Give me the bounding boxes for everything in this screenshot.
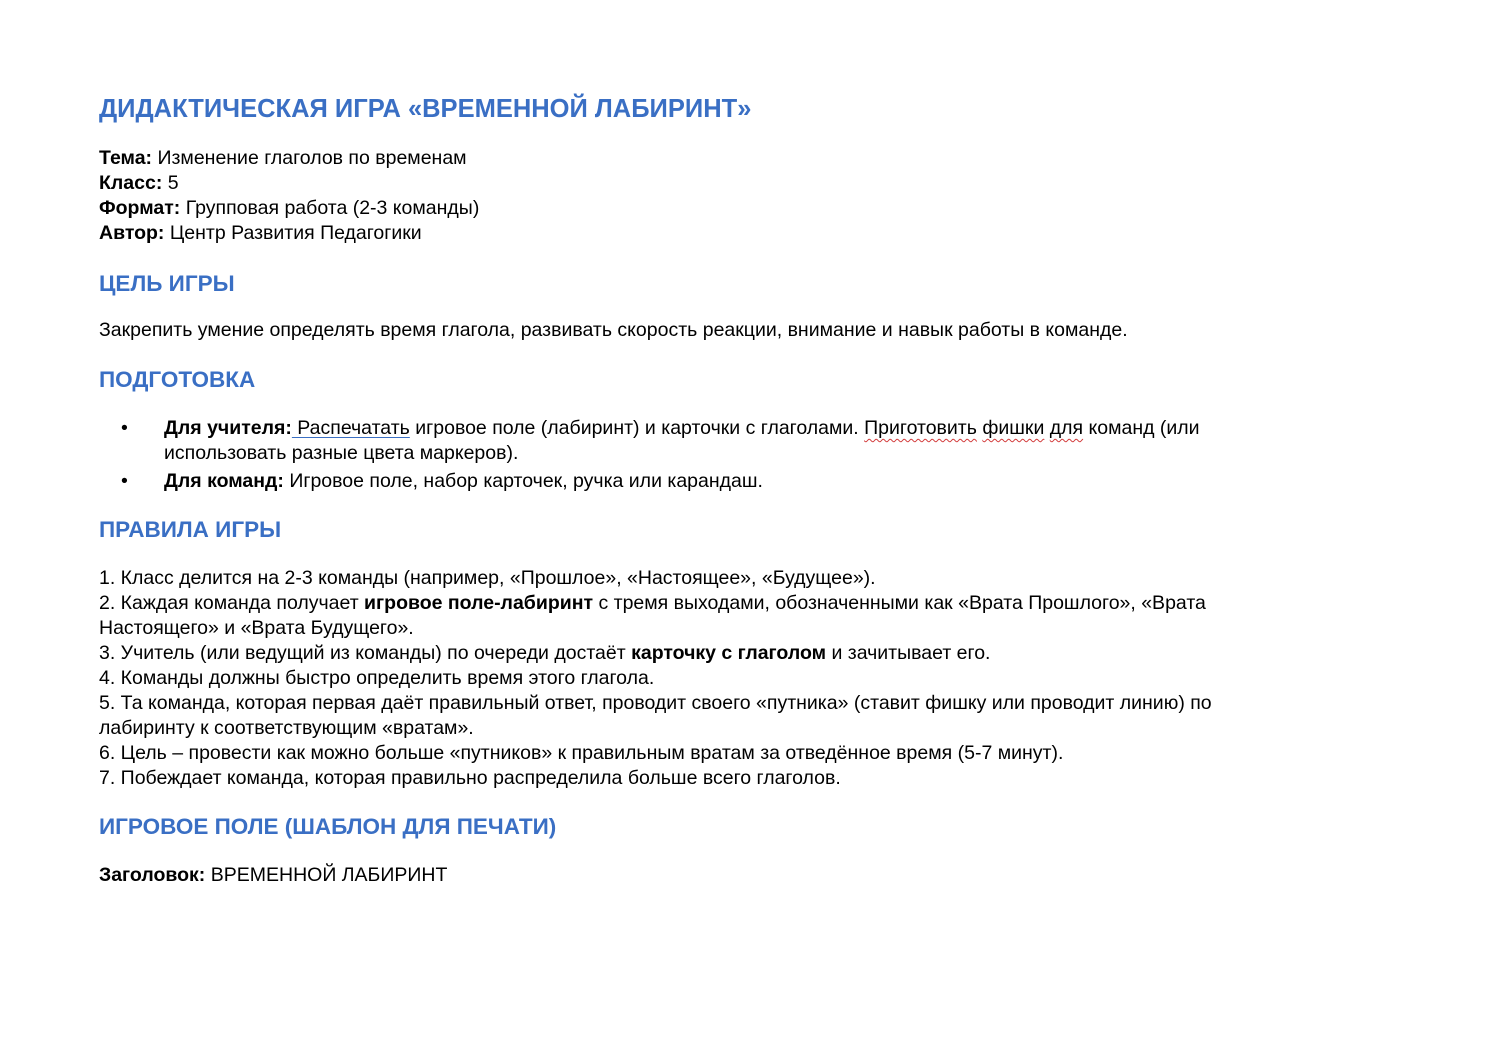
rule-2-part-a: 2. Каждая команда получает — [99, 592, 365, 614]
rule-3-bold: карточку с глаголом — [631, 642, 827, 664]
meta-topic-value: Изменение глаголов по временам — [152, 147, 467, 169]
meta-format — [99, 196, 479, 221]
meta-author-label: Автор: — [99, 222, 165, 244]
rule-3-part-a: 3. Учитель (или ведущий из команды) по очереди достаёт — [99, 642, 632, 664]
field-heading: ИГРОВОЕ ПОЛЕ (ШАБЛОН ДЛЯ ПЕЧАТИ) — [99, 814, 557, 839]
meta-author — [99, 221, 479, 246]
field-title-label: Заголовок: — [99, 864, 206, 886]
meta-format-label: Формат: — [99, 197, 181, 219]
prep-teams-text — [164, 469, 763, 494]
field-title-value: ВРЕМЕННОЙ ЛАБИРИНТ — [205, 864, 448, 886]
rules-list — [99, 566, 1212, 791]
prep-teacher-text-part2: команд (или — [1083, 417, 1200, 439]
rule-item-4: 4. Команды должны быстро определить время этого глагола. — [99, 667, 655, 689]
meta-grade — [99, 171, 479, 196]
rule-item-5-cont: лабиринту к соответствующим «вратам». — [99, 717, 474, 739]
rule-item-2-cont: Настоящего» и «Врата Будущего». — [99, 617, 414, 639]
rule-item-1: 1. Класс делится на 2-3 команды (например, «Прошлое», «Настоящее», «Будущее»). — [99, 567, 876, 589]
rule-item-2 — [99, 591, 1212, 616]
rule-2-bold: игровое поле-лабиринт — [364, 592, 594, 614]
goal-heading: ЦЕЛЬ ИГРЫ — [99, 271, 235, 296]
prep-teacher-line2: использовать разные цвета маркеров). — [164, 442, 519, 464]
meta-grade-label: Класс: — [99, 172, 163, 194]
prep-heading: ПОДГОТОВКА — [99, 367, 256, 392]
spellcheck-word-for[interactable]: для — [1049, 417, 1084, 439]
prep-teacher-label: Для учителя: — [164, 417, 292, 439]
goal-text: Закрепить умение определять время глагола, развивать скорость реакции, внимание и навык работы в команде. — [99, 319, 1128, 341]
rules-heading: ПРАВИЛА ИГРЫ — [99, 517, 282, 542]
field-title-line — [99, 863, 447, 888]
prep-teams-label: Для команд: — [164, 470, 284, 492]
prep-teacher-text — [164, 416, 1200, 466]
prep-teacher-text-part1: игровое поле (лабиринт) и карточки с глаголами. — [409, 417, 865, 439]
meta-author-value: Центр Развития Педагогики — [164, 222, 422, 244]
rule-item-3 — [99, 641, 1212, 666]
rule-2-part-c: с тремя выходами, обозначенными как «Врата Прошлого», «Врата — [593, 592, 1206, 614]
bullet-icon: • — [121, 470, 128, 492]
meta-topic — [99, 146, 479, 171]
prep-teams-value: Игровое поле, набор карточек, ручка или карандаш. — [283, 470, 763, 492]
rule-item-5: 5. Та команда, которая первая даёт правильный ответ, проводит своего «путника» (ставит фишку или проводит линию) по — [99, 692, 1212, 714]
rule-item-7: 7. Побеждает команда, которая правильно распределила больше всего глаголов. — [99, 767, 841, 789]
meta-format-value: Групповая работа (2-3 команды) — [180, 197, 480, 219]
meta-topic-label: Тема: — [99, 147, 153, 169]
meta-grade-value: 5 — [162, 172, 179, 194]
rule-item-6: 6. Цель – провести как можно больше «путников» к правильным вратам за отведённое время (5-7 минут). — [99, 742, 1064, 764]
document-title: ДИДАКТИЧЕСКАЯ ИГРА «ВРЕМЕННОЙ ЛАБИРИНТ» — [99, 95, 752, 123]
bullet-icon: • — [121, 417, 128, 439]
print-link[interactable]: Распечатать — [291, 417, 410, 439]
meta-block — [99, 146, 479, 246]
rule-3-part-c: и зачитывает его. — [826, 642, 991, 664]
spellcheck-word-prepare[interactable]: Приготовить — [864, 417, 977, 439]
spellcheck-word-chips[interactable]: фишки — [982, 417, 1045, 439]
